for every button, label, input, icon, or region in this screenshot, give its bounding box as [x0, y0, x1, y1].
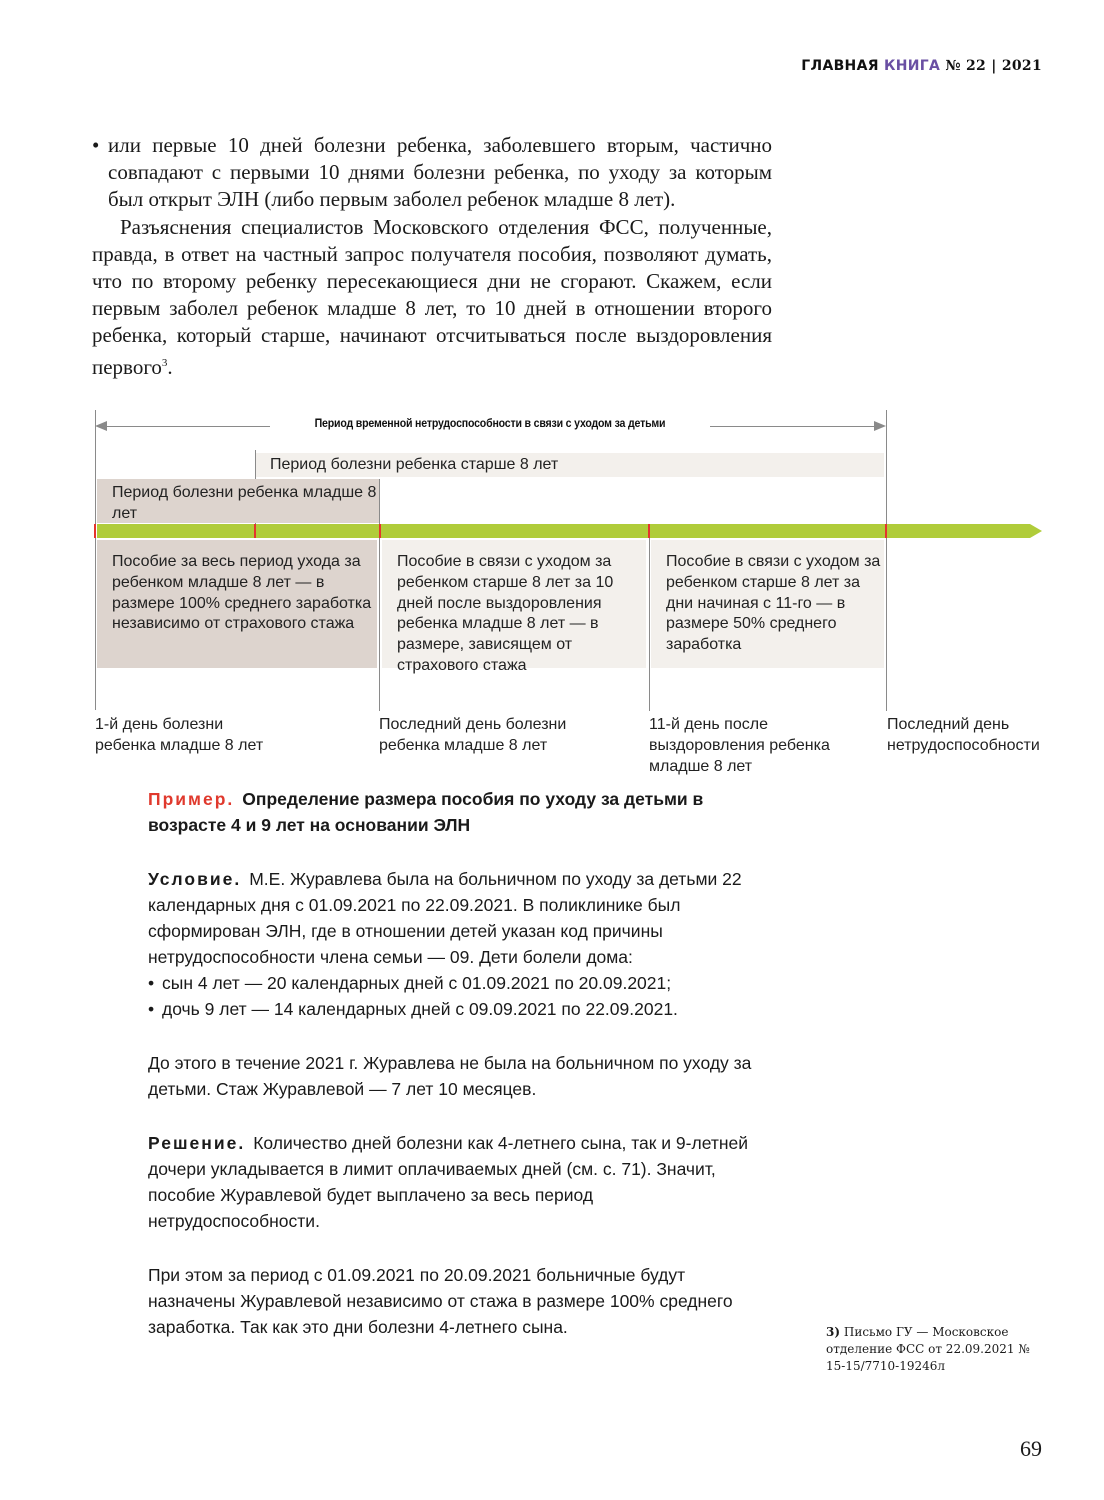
- footnote-number: 3): [826, 1325, 841, 1339]
- solution-paragraph: [148, 1130, 768, 1234]
- example-label: Пример.: [148, 789, 235, 809]
- list-item-text: дочь 9 лет — 14 календарных дней с 09.09.2021 по 22.09.2021.: [162, 999, 678, 1019]
- list-item: [148, 970, 768, 996]
- condition-label: Условие.: [148, 869, 242, 889]
- footnote: [826, 1324, 1036, 1375]
- milestone-label: Последний день болезни ребенка младше 8 лет: [379, 716, 567, 754]
- paragraph-end: .: [167, 354, 173, 379]
- bullet-icon: •: [148, 973, 155, 993]
- guide-line-younger-end: [379, 479, 380, 711]
- solution-label: Решение.: [148, 1133, 246, 1153]
- brand-name-part1: ГЛАВНАЯ: [801, 58, 879, 74]
- milestone-label: Последний день нетрудоспособности: [887, 716, 1040, 754]
- example-block: [148, 786, 768, 1340]
- list-item-text: сын 4 лет — 20 календарных дней с 01.09.2021 по 20.09.2021;: [162, 973, 672, 993]
- marker-older-start: [254, 524, 256, 538]
- brand-name-part2: КНИГА: [883, 58, 941, 74]
- benefit-box-stazh: Пособие в связи с уходом за ребенком старше 8 лет за 10 дней после выздоровления ребенка младше 8 лет — в размере, зависящем от страхового стажа: [382, 540, 646, 668]
- marker-day11: [648, 524, 650, 538]
- milestone-label: 11-й день после выздоровления ребенка младше 8 лет: [649, 716, 830, 775]
- marker-end: [885, 524, 887, 538]
- guide-line-end: [886, 410, 887, 711]
- guide-line-start: [95, 410, 96, 710]
- older-child-period: Период болезни ребенка старше 8 лет: [256, 453, 884, 477]
- children-list: [148, 970, 768, 1022]
- bullet-text: или первые 10 дней болезни ребенка, заболевшего вторым, частично совпадают с первыми 10 днями болезни ребенка, по уходу за которым был открыт ЭЛН (либо первым заболел ребенок младше 8 лет).: [108, 133, 772, 212]
- timeline-diagram: [0, 400, 1104, 775]
- further-paragraph: При этом за период с 01.09.2021 по 20.09.2021 больничные будут назначены Журавлевой независимо от стажа в размере 100% среднего заработка. Так как это дни болезни 4-летнего сына.: [148, 1265, 733, 1337]
- guide-line-day11: [649, 524, 650, 711]
- span-arrow-line-left: [105, 426, 270, 427]
- marker-younger-end: [379, 524, 381, 538]
- benefit-box-50pct: Пособие в связи с уходом за ребенком старше 8 лет за дни начиная с 11-го — в размере 50% среднего заработка: [651, 540, 884, 668]
- arrow-right-icon: [874, 421, 886, 431]
- issue-number: № 22 | 2021: [945, 58, 1042, 74]
- prior-paragraph: До этого в течение 2021 г. Журавлева не была на больничном по уходу за детьми. Стаж Журавлевой — 7 лет 10 месяцев.: [148, 1053, 752, 1099]
- page-number: 69: [1020, 1436, 1042, 1461]
- magazine-header: [801, 58, 1042, 74]
- condition-paragraph: [148, 866, 768, 970]
- bullet-item: [92, 132, 772, 214]
- timeline-bar: [97, 524, 1030, 538]
- benefit-box-100pct: Пособие за весь период ухода за ребенком младше 8 лет — в размере 100% среднего заработка независимо от страхового стажа: [97, 540, 377, 668]
- footnote-text: Письмо ГУ — Московское отделение ФСС от 22.09.2021 № 15-15/7710-19246л: [826, 1325, 1030, 1373]
- bullet-icon: •: [92, 133, 100, 157]
- span-arrow-line-right: [710, 426, 876, 427]
- span-title: Период временной нетрудоспособности в связи с уходом за детьми: [314, 418, 666, 430]
- condition-text: М.Е. Журавлева была на больничном по уходу за детьми 22 календарных дня с 01.09.2021 по 22.09.2021. В поликлинике был сформирован ЭЛН, где в отношении детей указан код причины нетрудоспособности члена семьи — 09. Дети болели дома:: [148, 869, 742, 967]
- article-paragraph: [92, 214, 772, 381]
- marker-start: [94, 524, 96, 538]
- example-title: [148, 786, 768, 838]
- bullet-icon: •: [148, 999, 155, 1019]
- younger-child-period: Период болезни ребенка младше 8 лет: [97, 479, 379, 523]
- milestone-label: 1-й день болезни ребенка младше 8 лет: [95, 716, 264, 754]
- solution-text: Количество дней болезни как 4-летнего сына, так и 9-летней дочери укладывается в лимит оплачиваемых дней (см. с. 71). Значит, пособие Журавлевой будет выплачено за весь период нетрудоспособности.: [148, 1133, 749, 1231]
- timeline-arrow-icon: [1030, 524, 1042, 538]
- article-body: [92, 132, 772, 381]
- list-item: [148, 996, 768, 1022]
- footnote-ref[interactable]: 3: [161, 356, 168, 369]
- example-heading: Определение размера пособия по уходу за детьми в возрасте 4 и 9 лет на основании ЭЛН: [148, 789, 704, 835]
- paragraph-text: Разъяснения специалистов Московского отделения ФСС, полученные, правда, в ответ на частный запрос получателя пособия, позволяют думать, что по второму ребенку пересекающиеся дни не сгорают. Скажем, если первым заболел ребенок младше 8 лет, то 10 дней в отношении второго ребенка, который старше, начинают отсчитываться после выздоровления первого: [92, 214, 772, 379]
